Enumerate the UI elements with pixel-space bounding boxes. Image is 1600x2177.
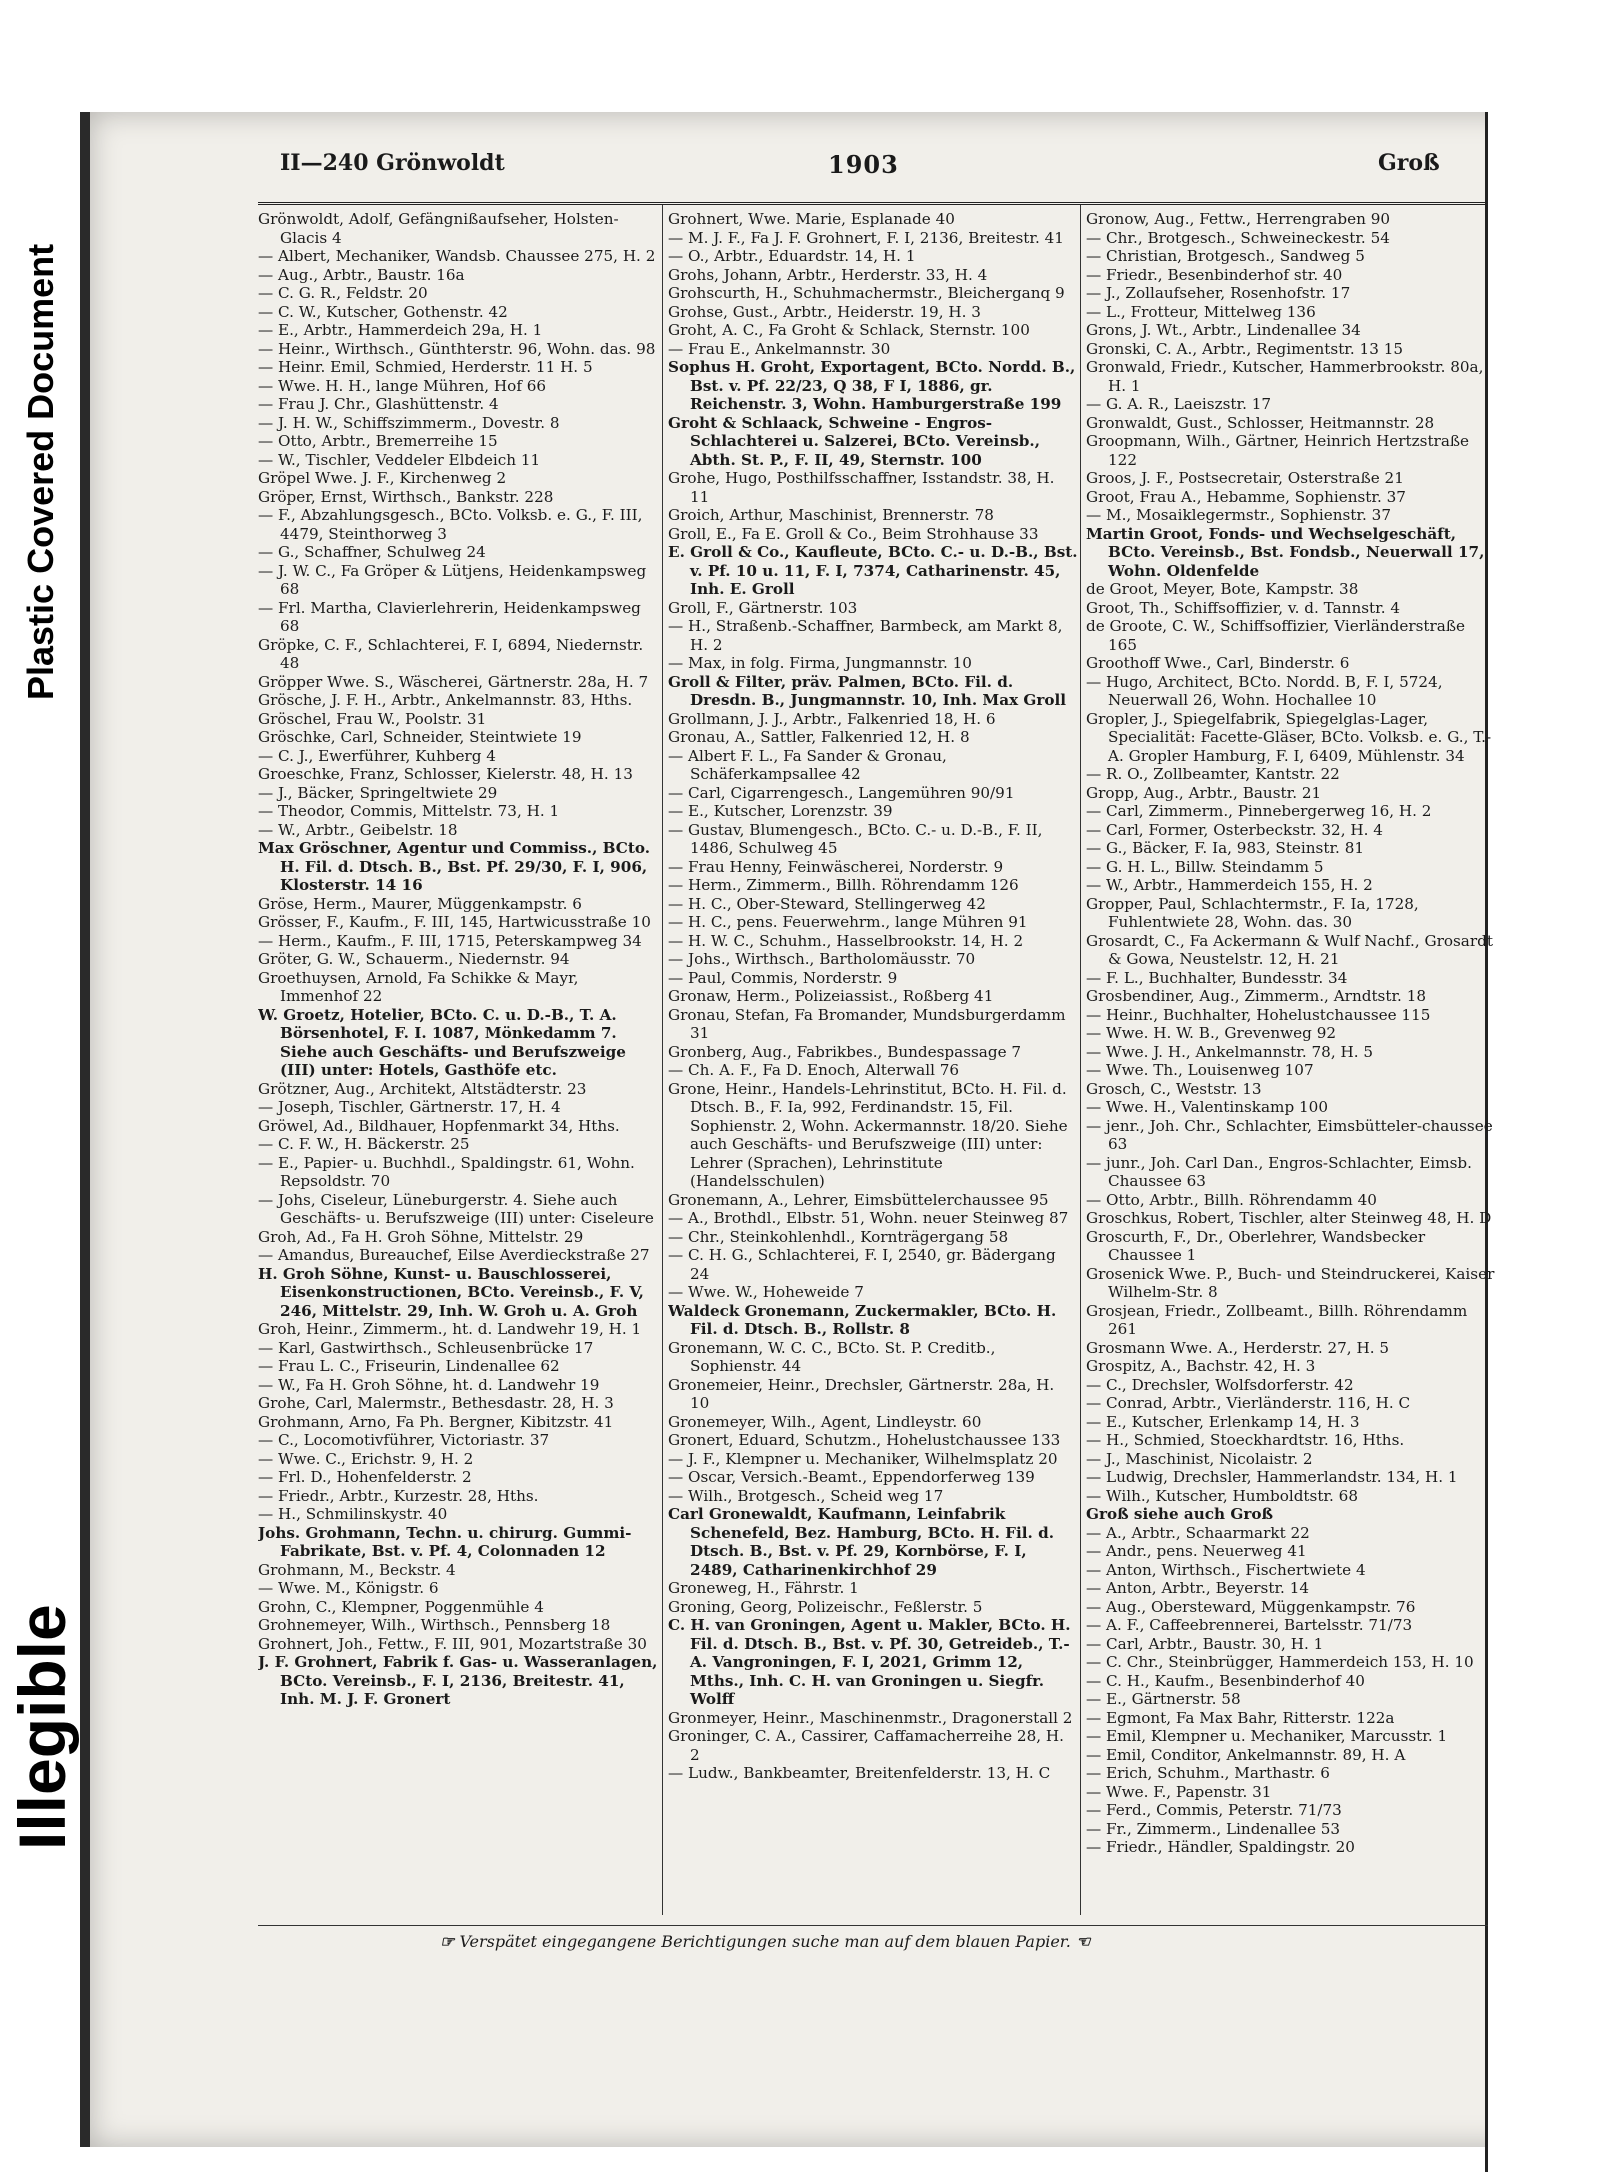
directory-entry: Groeschke, Franz, Schlosser, Kielerstr. 48, H. 13 (258, 765, 633, 783)
directory-entry: Grohmann, M., Beckstr. 4 (258, 1560, 456, 1579)
directory-entry: — Ludw., Bankbeamter, Breitenfelderstr. 13, H. C (668, 1764, 1051, 1782)
adjacent-page-strip (1485, 112, 1600, 2172)
header-year: 1903 (828, 150, 899, 179)
directory-entry: — W., Arbtr., Geibelstr. 18 (258, 820, 458, 839)
directory-entry: — G. H. L., Billw. Steindamm 5 (1086, 857, 1324, 876)
directory-entry: — junr., Joh. Carl Dan., Engros-Schlachter, Eimsb. Chaussee 63 (1086, 1153, 1472, 1190)
header-right: Groß (1378, 150, 1440, 176)
directory-entry: Grone, Heinr., Handels-Lehrinstitut, BCto. H. Fil. d. Dtsch. B., F. Ia, 992, Ferdinandstr. 15, Fil. Sophienstr. 2, Wohn. Ackermannstr. 18/20. Siehe auch Geschäfts- und Berufszweige (III) unter: Lehrer (Sprachen), Lehrinstitute (Handelsschulen) (668, 1079, 1068, 1190)
directory-entry: Grohnert, Wwe. Marie, Esplanade 40 (668, 210, 955, 228)
directory-entry: Groll, E., Fa E. Groll & Co., Beim Strohhause 33 (668, 524, 1039, 543)
directory-entry: — Frau E., Ankelmannstr. 30 (668, 339, 891, 358)
directory-entry: — jenr., Joh. Chr., Schlachter, Eimsbütteler-chaussee 63 (1086, 1116, 1493, 1153)
directory-entry: — C. F. W., H. Bäckerstr. 25 (258, 1135, 470, 1153)
directory-entry: — Oscar, Versich.-Beamt., Eppendorferweg 139 (668, 1468, 1035, 1486)
header-left: II—240 Grönwoldt (280, 150, 505, 176)
directory-entry: — H. C., Ober-Steward, Stellingerweg 42 (668, 894, 986, 913)
directory-entry: Groll & Filter, präv. Palmen, BCto. Fil. d. Dresdn. B., Jungmannstr. 10, Inh. Max Groll (668, 672, 1067, 709)
directory-column-2 (668, 210, 1078, 1920)
directory-entry: — F. L., Buchhalter, Bundesstr. 34 (1086, 968, 1348, 987)
directory-entry: Grosardt, C., Fa Ackermann & Wulf Nachf., Grosardt & Gowa, Neustelstr. 12, H. 21 (1086, 931, 1493, 968)
directory-entry: — Hugo, Architect, BCto. Nordd. B, F. I, 5724, Neuerwall 26, Wohn. Hochallee 10 (1086, 672, 1443, 709)
directory-entry: — Chr., Brotgesch., Schweineckestr. 54 (1086, 228, 1390, 247)
directory-entry: Grons, J. Wt., Arbtr., Lindenallee 34 (1086, 321, 1361, 339)
directory-entry: Groethuysen, Arnold, Fa Schikke & Mayr, Immenhof 22 (258, 968, 579, 1005)
directory-entry: — O., Arbtr., Eduardstr. 14, H. 1 (668, 247, 916, 265)
directory-entry: Groot, Frau A., Hebamme, Sophienstr. 37 (1086, 487, 1406, 506)
directory-entry: — Wwe. Th., Louisenweg 107 (1086, 1061, 1314, 1079)
directory-entry: Gröper, Ernst, Wirthsch., Bankstr. 228 (258, 487, 554, 506)
directory-entry: — Max, in folg. Firma, Jungmannstr. 10 (668, 654, 972, 672)
directory-entry: — J. W. C., Fa Gröper & Lütjens, Heidenkampsweg 68 (258, 561, 647, 598)
directory-entry: — Herm., Kaufm., F. III, 1715, Peterskampweg 34 (258, 931, 642, 950)
directory-entry: — Christian, Brotgesch., Sandweg 5 (1086, 247, 1365, 265)
directory-entry: Groot, Th., Schiffsoffizier, v. d. Tannstr. 4 (1086, 598, 1401, 617)
directory-entry: Martin Groot, Fonds- und Wechselgeschäft, BCto. Vereinsb., Bst. Fondsb., Neuerwall 17, Wohn. Oldenfelde (1086, 524, 1485, 580)
directory-entry: — W., Arbtr., Hammerdeich 155, H. 2 (1086, 876, 1373, 894)
directory-entry: — H., Schmilinskystr. 40 (258, 1505, 448, 1523)
directory-entry: — Wwe. H. H., lange Mühren, Hof 66 (258, 376, 547, 395)
directory-entry: Gröse, Herm., Maurer, Müggenkampstr. 6 (258, 894, 582, 913)
directory-column-3 (1086, 210, 1496, 1920)
directory-entry: H. Groh Söhne, Kunst- u. Bauschlosserei, Eisenkonstructionen, BCto. Vereinsb., F. V, 246, Mittelstr. 29, Inh. W. Groh u. A. Groh (258, 1264, 644, 1320)
directory-entry: — C. G. R., Feldstr. 20 (258, 284, 428, 302)
directory-entry: — Johs., Wirthsch., Bartholomäusstr. 70 (668, 950, 976, 968)
directory-entry: — E., Kutscher, Erlenkamp 14, H. 3 (1086, 1412, 1360, 1431)
directory-entry: — C. Chr., Steinbrügger, Hammerdeich 153, H. 10 (1086, 1653, 1474, 1671)
directory-entry: — Anton, Arbtr., Beyerstr. 14 (1086, 1579, 1310, 1597)
directory-entry: — Wilh., Kutscher, Humboldtstr. 68 (1086, 1486, 1358, 1505)
directory-entry: — W., Tischler, Veddeler Elbdeich 11 (258, 450, 541, 469)
directory-entry: — Fr., Zimmerm., Lindenallee 53 (1086, 1819, 1341, 1838)
directory-entry: Gröschel, Frau W., Poolstr. 31 (258, 709, 487, 728)
directory-entry: — Otto, Arbtr., Bremerreihe 15 (258, 432, 498, 450)
directory-entry: Gropper, Paul, Schlachtermstr., F. Ia, 1728, Fuhlentwiete 28, Wohn. das. 30 (1086, 894, 1419, 931)
directory-entry: Gronemeyer, Wilh., Agent, Lindleystr. 60 (668, 1412, 982, 1431)
directory-entry: Groß siehe auch Groß (1086, 1505, 1274, 1523)
directory-entry: — H. C., pens. Feuerwehrm., lange Mühren 91 (668, 913, 1028, 931)
directory-entry: Gröter, G. W., Schauerm., Niedernstr. 94 (258, 950, 570, 968)
directory-entry: — Herm., Zimmerm., Billh. Röhrendamm 126 (668, 876, 1019, 894)
directory-entry: Gröwel, Ad., Bildhauer, Hopfenmarkt 34, Hths. (258, 1116, 620, 1135)
directory-entry: Groht, A. C., Fa Groht & Schlack, Sternstr. 100 (668, 321, 1030, 339)
directory-entry: Grösser, F., Kaufm., F. III, 145, Hartwicusstraße 10 (258, 913, 651, 931)
directory-entry: Grosjean, Friedr., Zollbeamt., Billh. Röhrendamm 261 (1086, 1301, 1468, 1338)
directory-entry: Grohmann, Arno, Fa Ph. Bergner, Kibitzstr. 41 (258, 1412, 614, 1431)
directory-entry: Gronski, C. A., Arbtr., Regimentstr. 13 15 (1086, 339, 1404, 358)
directory-entry: — J., Zollaufseher, Rosenhofstr. 17 (1086, 284, 1351, 302)
directory-entry: Gronemann, A., Lehrer, Eimsbüttelerchaussee 95 (668, 1190, 1049, 1209)
directory-entry: — E., Kutscher, Lorenzstr. 39 (668, 802, 893, 820)
directory-entry: — Frl. Martha, Clavierlehrerin, Heidenkampsweg 68 (258, 598, 641, 635)
directory-entry: — Wwe. C., Erichstr. 9, H. 2 (258, 1449, 474, 1468)
directory-entry: — Heinr., Buchhalter, Hohelustchaussee 115 (1086, 1005, 1431, 1024)
directory-entry: — Ch. A. F., Fa D. Enoch, Alterwall 76 (668, 1061, 960, 1079)
directory-entry: de Groote, C. W., Schiffsoffizier, Vierländerstraße 165 (1086, 617, 1465, 654)
directory-entry: — C. H. G., Schlachterei, F. I, 2540, gr. Bädergang 24 (668, 1246, 1056, 1283)
directory-entry: Grohn, C., Klempner, Poggenmühle 4 (258, 1597, 544, 1616)
directory-entry: Johs. Grohmann, Techn. u. chirurg. Gummi-Fabrikate, Bst. v. Pf. 4, Colonnaden 12 (258, 1523, 632, 1560)
directory-entry: — Egmont, Fa Max Bahr, Ritterstr. 122a (1086, 1708, 1395, 1727)
directory-entry: Groninger, C. A., Cassirer, Caffamacherreihe 28, H. 2 (668, 1727, 1064, 1764)
directory-entry: — C. H., Kaufm., Besenbinderhof 40 (1086, 1671, 1365, 1690)
column-divider (662, 205, 663, 1915)
pointing-hand-icon: ☜ (1075, 1932, 1091, 1951)
directory-entry: — Ferd., Commis, Peterstr. 71/73 (1086, 1801, 1342, 1819)
directory-entry: Groich, Arthur, Maschinist, Brennerstr. 78 (668, 506, 994, 524)
directory-entry: Gronaw, Herm., Polizeiassist., Roßberg 41 (668, 987, 994, 1005)
directory-entry: Grösche, J. F. H., Arbtr., Ankelmannstr. 83, Hths. (258, 691, 633, 709)
directory-entry: Groscurth, F., Dr., Oberlehrer, Wandsbecker Chaussee 1 (1086, 1227, 1426, 1264)
directory-entry: — Frau J. Chr., Glashüttenstr. 4 (258, 395, 499, 413)
directory-entry: — Erich, Schuhm., Marthastr. 6 (1086, 1764, 1330, 1782)
footer-note: Verspätet eingegangene Berichtigungen suche man auf dem blauen Papier. (459, 1932, 1071, 1951)
directory-entry: — R. O., Zollbeamter, Kantstr. 22 (1086, 765, 1340, 783)
directory-entry: Groll, F., Gärtnerstr. 103 (668, 598, 858, 617)
directory-entry: Gronberg, Aug., Fabrikbes., Bundespassage 7 (668, 1042, 1022, 1061)
directory-entry: — J. F., Klempner u. Mechaniker, Wilhelmsplatz 20 (668, 1449, 1058, 1468)
directory-entry: Groschkus, Robert, Tischler, alter Steinweg 48, H. D (1086, 1209, 1492, 1227)
directory-entry: Gronert, Eduard, Schutzm., Hohelustchaussee 133 (668, 1431, 1061, 1449)
directory-entry: Grohe, Carl, Malermstr., Bethesdastr. 28, H. 3 (258, 1394, 614, 1412)
directory-entry: — Friedr., Arbtr., Kurzestr. 28, Hths. (258, 1486, 539, 1505)
directory-entry: Grollmann, J. J., Arbtr., Falkenried 18, H. 6 (668, 709, 996, 728)
directory-entry: — Anton, Wirthsch., Fischertwiete 4 (1086, 1560, 1366, 1579)
directory-entry: — Carl, Zimmerm., Pinnebergerweg 16, H. 2 (1086, 802, 1432, 820)
directory-entry: — Chr., Steinkohlenhdl., Kornträgergang 58 (668, 1227, 1009, 1246)
directory-entry: — Amandus, Bureauchef, Eilse Averdieckstraße 27 (258, 1246, 650, 1264)
header-rule (258, 202, 1488, 205)
directory-entry: Groh, Heinr., Zimmerm., ht. d. Landwehr 19, H. 1 (258, 1320, 642, 1338)
directory-entry: — Wilh., Brotgesch., Scheid weg 17 (668, 1486, 944, 1505)
directory-entry: — Wwe. H., Valentinskamp 100 (1086, 1098, 1328, 1116)
directory-entry: — W., Fa H. Groh Söhne, ht. d. Landwehr 19 (258, 1375, 600, 1394)
directory-entry: — Heinr. Emil, Schmied, Herderstr. 11 H. 5 (258, 358, 593, 376)
directory-entry: Carl Gronewaldt, Kaufmann, Leinfabrik Schenefeld, Bez. Hamburg, BCto. H. Fil. d. Dtsch. B., Bst. v. Pf. 29, Kornbörse, F. I, 2489, Catharinenkirchhof 29 (668, 1505, 1054, 1579)
plastic-covered-label: Plastic Covered Document (20, 243, 61, 700)
directory-entry: — Paul, Commis, Norderstr. 9 (668, 968, 898, 987)
directory-entry: — G., Schaffner, Schulweg 24 (258, 543, 486, 561)
directory-entry: — J., Bäcker, Springeltwiete 29 (258, 783, 498, 802)
directory-entry: — G. A. R., Laeiszstr. 17 (1086, 395, 1272, 413)
directory-entry: Gröpper Wwe. S., Wäscherei, Gärtnerstr. 28a, H. 7 (258, 672, 649, 691)
directory-entry: Grohe, Hugo, Posthilfsschaffner, Isstandstr. 38, H. 11 (668, 469, 1055, 506)
directory-entry: Gronau, Stefan, Fa Bromander, Mundsburgerdamm 31 (668, 1005, 1066, 1042)
directory-entry: — Frau Henny, Feinwäscherei, Norderstr. 9 (668, 857, 1004, 876)
directory-entry: Groothoff Wwe., Carl, Binderstr. 6 (1086, 654, 1350, 672)
directory-entry: — A., Arbtr., Schaarmarkt 22 (1086, 1523, 1310, 1542)
directory-entry: — J. H. W., Schiffszimmerm., Dovestr. 8 (258, 413, 560, 432)
directory-entry: Gröpel Wwe. J. F., Kirchenweg 2 (258, 469, 507, 487)
directory-entry: Gronwaldt, Gust., Schlosser, Heitmannstr. 28 (1086, 413, 1435, 432)
page-header (198, 150, 1488, 190)
directory-entry: — M., Mosaiklegermstr., Sophienstr. 37 (1086, 506, 1391, 524)
directory-entry: — C., Locomotivführer, Victoriastr. 37 (258, 1431, 550, 1449)
directory-entry: — Carl, Cigarrengesch., Langemühren 90/91 (668, 783, 1015, 802)
directory-column-1 (258, 210, 658, 1920)
directory-entry: — Andr., pens. Neuerweg 41 (1086, 1542, 1307, 1560)
directory-entry: — E., Arbtr., Hammerdeich 29a, H. 1 (258, 321, 543, 339)
directory-entry: — Conrad, Arbtr., Vierländerstr. 116, H. C (1086, 1394, 1411, 1412)
directory-entry: — H., Schmied, Stoeckhardtstr. 16, Hths. (1086, 1431, 1405, 1449)
directory-entry: W. Groetz, Hotelier, BCto. C. u. D.-B., T. A. Börsenhotel, F. I. 1087, Mönkedamm 7. Siehe auch Geschäfts- und Berufszweige (III) unter: Hotels, Gasthöfe etc. (258, 1005, 626, 1079)
directory-entry: Waldeck Gronemann, Zuckermakler, BCto. H. Fil. d. Dtsch. B., Rollstr. 8 (668, 1301, 1057, 1338)
directory-entry: Grötzner, Aug., Architekt, Altstädterstr. 23 (258, 1079, 587, 1098)
directory-entry: — C. J., Ewerführer, Kuhberg 4 (258, 746, 496, 765)
directory-entry: Gronow, Aug., Fettw., Herrengraben 90 (1086, 210, 1391, 228)
directory-entry: — Otto, Arbtr., Billh. Röhrendamm 40 (1086, 1190, 1377, 1209)
directory-entry: Max Gröschner, Agentur und Commiss., BCto. H. Fil. d. Dtsch. B., Bst. Pf. 29/30, F. I, 906, Klosterstr. 14 16 (258, 839, 651, 894)
directory-entry: — Albert, Mechaniker, Wandsb. Chaussee 275, H. 2 (258, 247, 656, 265)
directory-entry: — Carl, Former, Osterbeckstr. 32, H. 4 (1086, 820, 1383, 839)
directory-entry: — Wwe. J. H., Ankelmannstr. 78, H. 5 (1086, 1042, 1374, 1061)
directory-entry: Groopmann, Wilh., Gärtner, Heinrich Hertzstraße 122 (1086, 432, 1470, 469)
directory-entry: — H. W. C., Schuhm., Hasselbrookstr. 14, H. 2 (668, 931, 1024, 950)
directory-entry: J. F. Grohnert, Fabrik f. Gas- u. Wasseranlagen, BCto. Vereinsb., F. I, 2136, Breitestr. 41, Inh. M. J. F. Gronert (258, 1653, 658, 1708)
directory-entry: Grohs, Johann, Arbtr., Herderstr. 33, H. 4 (668, 265, 988, 284)
directory-entry: Groht & Schlaack, Schweine - Engros-Schlachterei u. Salzerei, BCto. Vereinsb., Abth. St. P., F. II, 49, Sternstr. 100 (668, 413, 1040, 469)
page-footer (440, 1932, 1090, 1951)
directory-entry: — Carl, Arbtr., Baustr. 30, H. 1 (1086, 1634, 1324, 1653)
directory-entry: Grohnemeyer, Wilh., Wirthsch., Pennsberg 18 (258, 1616, 611, 1634)
directory-entry: Grohscurth, H., Schuhmachermstr., Bleicherganq 9 (668, 284, 1065, 302)
directory-entry: — C., Drechsler, Wolfsdorferstr. 42 (1086, 1375, 1354, 1394)
directory-entry: Gronemann, W. C. C., BCto. St. P. Creditb., Sophienstr. 44 (668, 1338, 996, 1375)
directory-entry: Groos, J. F., Postsecretair, Osterstraße 21 (1086, 469, 1404, 487)
directory-entry: — Albert F. L., Fa Sander & Gronau, Schäferkampsallee 42 (668, 746, 947, 783)
directory-entry: — Heinr., Wirthsch., Günthterstr. 96, Wohn. das. 98 (258, 339, 656, 358)
directory-entry: E. Groll & Co., Kaufleute, BCto. C.- u. D.-B., Bst. v. Pf. 10 u. 11, F. I, 7374, Catharinenstr. 45, Inh. E. Groll (668, 543, 1078, 598)
footer-rule (258, 1925, 1488, 1926)
directory-entry: C. H. van Groningen, Agent u. Makler, BCto. H. Fil. d. Dtsch. B., Bst. v. Pf. 30, Getreideb., T.-A. Vangroningen, F. I, 2021, Grimm 12, Mths., Inh. C. H. van Groningen u. Siegfr. Wolff (668, 1616, 1071, 1708)
directory-entry: — Frl. D., Hohenfelderstr. 2 (258, 1468, 472, 1486)
directory-entry: Gronau, A., Sattler, Falkenried 12, H. 8 (668, 728, 970, 746)
directory-entry: — M. J. F., Fa J. F. Grohnert, F. I, 2136, Breitestr. 41 (668, 228, 1064, 247)
directory-entry: Grosenick Wwe. P., Buch- und Steindruckerei, Kaiser Wilhelm-Str. 8 (1086, 1264, 1495, 1301)
directory-entry: — Joseph, Tischler, Gärtnerstr. 17, H. 4 (258, 1098, 561, 1116)
directory-entry: Sophus H. Groht, Exportagent, BCto. Nordd. B., Bst. v. Pf. 22/23, Q 38, F I, 1886, gr. Reichenstr. 3, Wohn. Hamburgerstraße 199 (668, 358, 1076, 413)
column-divider (1080, 205, 1081, 1915)
directory-entry: — E., Papier- u. Buchhdl., Spaldingstr. 61, Wohn. Repsoldstr. 70 (258, 1153, 635, 1190)
directory-entry: — Frau L. C., Friseurin, Lindenallee 62 (258, 1357, 560, 1375)
directory-entry: Groh, Ad., Fa H. Groh Söhne, Mittelstr. 29 (258, 1227, 584, 1246)
directory-entry: — Wwe. W., Hoheweide 7 (668, 1283, 864, 1301)
directory-entry: — Emil, Conditor, Ankelmannstr. 89, H. A (1086, 1745, 1406, 1764)
directory-entry: Grohse, Gust., Arbtr., Heiderstr. 19, H. 3 (668, 302, 981, 321)
illegible-label: Illegible (5, 1604, 79, 1850)
directory-entry: de Groot, Meyer, Bote, Kampstr. 38 (1086, 580, 1359, 598)
directory-entry: Gröpke, C. F., Schlachterei, F. I, 6894, Niedernstr. 48 (258, 635, 644, 672)
directory-entry: Groning, Georg, Polizeischr., Feßlerstr. 5 (668, 1597, 983, 1616)
directory-entry: Gröschke, Carl, Schneider, Steintwiete 19 (258, 728, 582, 746)
directory-entry: Grohnert, Joh., Fettw., F. III, 901, Mozartstraße 30 (258, 1634, 647, 1653)
directory-entry: — Ludwig, Drechsler, Hammerlandstr. 134, H. 1 (1086, 1468, 1458, 1486)
directory-entry: Gropler, J., Spiegelfabrik, Spiegelglas-Lager, Specialität: Facette-Gläser, BCto. Volksb. e. G., T.-A. Gropler Hamburg, F. I, 6409, Mühlenstr. 34 (1086, 709, 1492, 765)
directory-entry: — Wwe. M., Königstr. 6 (258, 1579, 439, 1597)
directory-entry: — Karl, Gastwirthsch., Schleusenbrücke 17 (258, 1338, 594, 1357)
directory-entry: Grosmann Wwe. A., Herderstr. 27, H. 5 (1086, 1338, 1390, 1357)
directory-entry: Groneweg, H., Fährstr. 1 (668, 1579, 859, 1597)
directory-entry: — G., Bäcker, F. Ia, 983, Steinstr. 81 (1086, 839, 1365, 857)
directory-entry: Grosch, C., Weststr. 13 (1086, 1079, 1262, 1098)
directory-entry: Gronwald, Friedr., Kutscher, Hammerbrookstr. 80a, H. 1 (1086, 358, 1484, 395)
directory-entry: — Wwe. H. W. B., Grevenweg 92 (1086, 1024, 1337, 1042)
directory-entry: Grospitz, A., Bachstr. 42, H. 3 (1086, 1357, 1316, 1375)
directory-entry: — Aug., Arbtr., Baustr. 16a (258, 265, 465, 284)
pointing-hand-icon: ☞ (440, 1932, 455, 1951)
directory-entry: Gronmeyer, Heinr., Maschinenmstr., Dragonerstall 2 (668, 1708, 1073, 1727)
directory-entry: — Friedr., Besenbinderhof str. 40 (1086, 265, 1343, 284)
directory-entry: — A. F., Caffeebrennerei, Bartelsstr. 71/73 (1086, 1616, 1413, 1634)
directory-entry: Grönwoldt, Adolf, Gefängnißaufseher, Holsten-Glacis 4 (258, 210, 619, 247)
directory-entry: Gronemeier, Heinr., Drechsler, Gärtnerstr. 28a, H. 10 (668, 1375, 1055, 1412)
directory-entry: — J., Maschinist, Nicolaistr. 2 (1086, 1449, 1313, 1468)
directory-entry: Gropp, Aug., Arbtr., Baustr. 21 (1086, 783, 1322, 802)
directory-entry: — Theodor, Commis, Mittelstr. 73, H. 1 (258, 802, 560, 820)
directory-entry: — A., Brothdl., Elbstr. 51, Wohn. neuer Steinweg 87 (668, 1209, 1069, 1227)
directory-entry: — Aug., Obersteward, Müggenkampstr. 76 (1086, 1597, 1416, 1616)
directory-entry: — Johs, Ciseleur, Lüneburgerstr. 4. Siehe auch Geschäfts- u. Berufszweige (III) unter: Ciseleure (258, 1190, 654, 1227)
directory-entry: — Friedr., Händler, Spaldingstr. 20 (1086, 1838, 1355, 1856)
directory-entry: — Gustav, Blumengesch., BCto. C.- u. D.-B., F. II, 1486, Schulweg 45 (668, 820, 1043, 857)
directory-entry: — H., Straßenb.-Schaffner, Barmbeck, am Markt 8, H. 2 (668, 617, 1063, 654)
directory-entry: — F., Abzahlungsgesch., BCto. Volksb. e. G., F. III, 4479, Steinthorweg 3 (258, 506, 643, 543)
directory-entry: — C. W., Kutscher, Gothenstr. 42 (258, 302, 508, 321)
directory-entry: — Emil, Klempner u. Mechaniker, Marcusstr. 1 (1086, 1727, 1448, 1745)
directory-entry: — E., Gärtnerstr. 58 (1086, 1690, 1241, 1708)
directory-entry: — L., Frotteur, Mittelweg 136 (1086, 302, 1316, 321)
directory-entry: Grosbendiner, Aug., Zimmerm., Arndtstr. 18 (1086, 987, 1427, 1005)
directory-entry: — Wwe. F., Papenstr. 31 (1086, 1782, 1272, 1801)
